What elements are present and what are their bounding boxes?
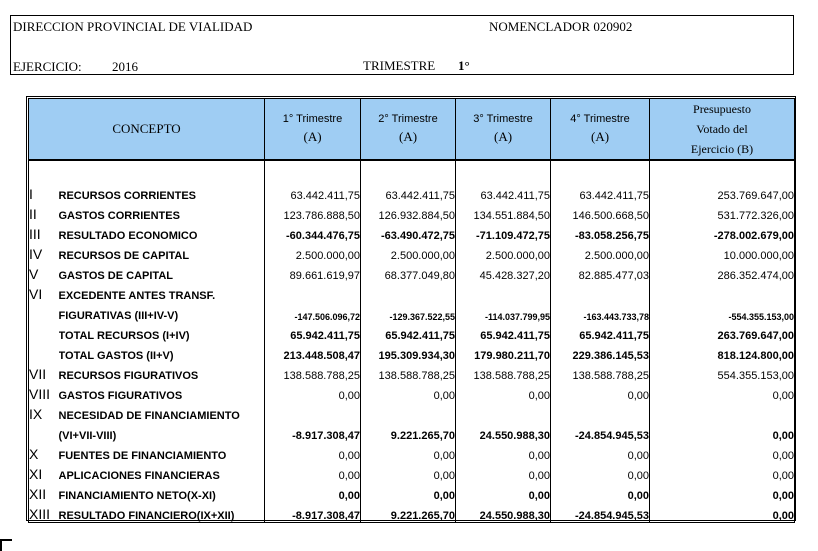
- spacer-cell: [29, 160, 59, 182]
- row-concept-label: EXCEDENTE ANTES TRANSF.: [59, 282, 265, 302]
- row-concept-label: RECURSOS DE CAPITAL: [59, 242, 265, 262]
- row-value-trimestre-4: 65.942.411,75: [551, 322, 650, 342]
- row-roman-numeral: IX: [29, 402, 59, 422]
- row-value-trimestre-1: 63.442.411,75: [265, 182, 361, 202]
- row-concept-label: RESULTADO ECONOMICO: [59, 222, 265, 242]
- table-row: [29, 322, 795, 342]
- spacer-cell: [650, 160, 795, 182]
- row-value-trimestre-4: 146.500.668,50: [551, 202, 650, 222]
- table-row: [29, 362, 795, 382]
- row-value-trimestre-3: 24.550.988,30: [456, 422, 551, 442]
- col-trimestre-2: [361, 99, 456, 161]
- row-value-presupuesto: 0,00: [650, 482, 795, 502]
- row-value-trimestre-1: [265, 282, 361, 302]
- row-value-trimestre-1: 0,00: [265, 462, 361, 482]
- table-row: [29, 482, 795, 502]
- row-roman-numeral: [29, 322, 59, 342]
- row-roman-numeral: IV: [29, 242, 59, 262]
- row-value-presupuesto: [650, 402, 795, 422]
- row-value-presupuesto: -278.002.679,00: [650, 222, 795, 242]
- row-value-trimestre-4: 138.588.788,25: [551, 362, 650, 382]
- row-value-trimestre-2: -129.367.522,55: [361, 302, 456, 322]
- col-presupuesto: [650, 99, 795, 161]
- table-row: [29, 422, 795, 442]
- row-value-trimestre-4: 2.500.000,00: [551, 242, 650, 262]
- row-value-trimestre-4: 229.386.145,53: [551, 342, 650, 362]
- row-value-trimestre-1: [265, 402, 361, 422]
- row-roman-numeral: II: [29, 202, 59, 222]
- row-value-trimestre-4: 63.442.411,75: [551, 182, 650, 202]
- table-row: [29, 462, 795, 482]
- col-concepto: CONCEPTO: [29, 99, 265, 161]
- row-value-trimestre-3: 0,00: [456, 442, 551, 462]
- col-trimestre-1-unit: (A): [303, 129, 322, 144]
- row-value-presupuesto: -554.355.153,00: [650, 302, 795, 322]
- table-row: [29, 242, 795, 262]
- col-presupuesto-line-2: Votado del: [696, 122, 748, 136]
- nomenclador-code: NOMENCLADOR 020902: [489, 19, 633, 34]
- spacer-cell: [265, 160, 361, 182]
- row-value-trimestre-4: 0,00: [551, 382, 650, 402]
- row-value-trimestre-1: -147.506.096,72: [265, 302, 361, 322]
- table-row: [29, 182, 795, 202]
- row-concept-label: GASTOS CORRIENTES: [59, 202, 265, 222]
- row-concept-label: RESULTADO FINANCIERO(IX+XII): [59, 502, 265, 522]
- row-concept-label: GASTOS FIGURATIVOS: [59, 382, 265, 402]
- row-value-trimestre-2: [361, 402, 456, 422]
- row-concept-label: RECURSOS CORRIENTES: [59, 182, 265, 202]
- row-value-trimestre-1: 123.786.888,50: [265, 202, 361, 222]
- row-value-trimestre-2: 65.942.411,75: [361, 322, 456, 342]
- row-value-trimestre-1: -8.917.308,47: [265, 422, 361, 442]
- row-value-trimestre-4: -83.058.256,75: [551, 222, 650, 242]
- row-value-trimestre-1: 0,00: [265, 442, 361, 462]
- row-roman-numeral: V: [29, 262, 59, 282]
- table-spacer-row: [29, 160, 795, 182]
- spacer-cell: [551, 160, 650, 182]
- table-row: [29, 382, 795, 402]
- row-value-trimestre-1: 2.500.000,00: [265, 242, 361, 262]
- col-trimestre-1-label: 1° Trimestre: [282, 113, 343, 125]
- row-value-presupuesto: 554.355.153,00: [650, 362, 795, 382]
- row-value-presupuesto: 0,00: [650, 422, 795, 442]
- row-value-trimestre-2: 9.221.265,70: [361, 502, 456, 522]
- row-value-trimestre-4: 82.885.477,03: [551, 262, 650, 282]
- row-value-trimestre-3: -71.109.472,75: [456, 222, 551, 242]
- row-concept-label: FINANCIAMIENTO NETO(X-XI): [59, 482, 265, 502]
- row-value-presupuesto: 818.124.800,00: [650, 342, 795, 362]
- row-value-trimestre-3: 179.980.211,70: [456, 342, 551, 362]
- row-roman-numeral: III: [29, 222, 59, 242]
- table-row: [29, 302, 795, 322]
- row-value-trimestre-1: -8.917.308,47: [265, 502, 361, 522]
- col-trimestre-2-unit: (A): [398, 129, 418, 144]
- row-value-trimestre-2: 9.221.265,70: [361, 422, 456, 442]
- table-row: [29, 222, 795, 242]
- ejercicio-label: EJERCICIO:: [13, 59, 82, 74]
- table-row: [29, 442, 795, 462]
- table-row: [29, 502, 795, 522]
- row-value-trimestre-1: 213.448.508,47: [265, 342, 361, 362]
- col-trimestre-3-label: 3° Trimestre: [473, 113, 533, 125]
- row-value-trimestre-2: 63.442.411,75: [361, 182, 456, 202]
- row-value-trimestre-2: 2.500.000,00: [361, 242, 456, 262]
- row-value-trimestre-2: 195.309.934,30: [361, 342, 456, 362]
- row-roman-numeral: VII: [29, 362, 59, 382]
- row-value-trimestre-3: -114.037.799,95: [456, 302, 551, 322]
- row-concept-label: APLICACIONES FINANCIERAS: [59, 462, 265, 482]
- row-value-presupuesto: 531.772.326,00: [650, 202, 795, 222]
- report-header: [10, 15, 794, 75]
- ejercicio-value: 2016: [112, 59, 138, 74]
- row-value-trimestre-1: -60.344.476,75: [265, 222, 361, 242]
- col-trimestre-2-label: 2° Trimestre: [378, 113, 438, 125]
- row-value-trimestre-3: 0,00: [456, 382, 551, 402]
- row-value-trimestre-2: 138.588.788,25: [361, 362, 456, 382]
- row-value-trimestre-3: 63.442.411,75: [456, 182, 551, 202]
- row-value-presupuesto: 0,00: [650, 382, 795, 402]
- row-concept-label: NECESIDAD DE FINANCIAMIENTO: [59, 402, 265, 422]
- row-value-presupuesto: 263.769.647,00: [650, 322, 795, 342]
- budget-table: [28, 98, 795, 523]
- row-value-trimestre-3: 138.588.788,25: [456, 362, 551, 382]
- row-roman-numeral: XII: [29, 482, 59, 502]
- row-roman-numeral: XI: [29, 462, 59, 482]
- row-value-trimestre-3: 24.550.988,30: [456, 502, 551, 522]
- row-value-trimestre-2: -63.490.472,75: [361, 222, 456, 242]
- row-value-trimestre-1: 138.588.788,25: [265, 362, 361, 382]
- organismo-title: DIRECCION PROVINCIAL DE VIALIDAD: [13, 19, 253, 34]
- row-concept-label: RECURSOS FIGURATIVOS: [59, 362, 265, 382]
- spacer-cell: [361, 160, 456, 182]
- row-roman-numeral: VI: [29, 282, 59, 302]
- corner-mark: [0, 539, 12, 551]
- table-row: [29, 402, 795, 422]
- row-value-trimestre-1: 0,00: [265, 482, 361, 502]
- row-value-trimestre-2: 0,00: [361, 442, 456, 462]
- row-value-trimestre-1: 89.661.619,97: [265, 262, 361, 282]
- row-value-trimestre-2: 0,00: [361, 462, 456, 482]
- row-roman-numeral: I: [29, 182, 59, 202]
- col-trimestre-3: [456, 99, 551, 161]
- row-value-trimestre-3: 134.551.884,50: [456, 202, 551, 222]
- col-presupuesto-line-3: Ejercicio (B): [690, 142, 754, 156]
- row-value-trimestre-2: [361, 282, 456, 302]
- row-value-trimestre-4: 0,00: [551, 442, 650, 462]
- spacer-cell: [59, 160, 265, 182]
- row-concept-label: FUENTES DE FINANCIAMIENTO: [59, 442, 265, 462]
- table-header-row: [29, 99, 795, 161]
- row-value-trimestre-1: 0,00: [265, 382, 361, 402]
- row-value-presupuesto: 0,00: [650, 502, 795, 522]
- table-row: [29, 202, 795, 222]
- row-roman-numeral: VIII: [29, 382, 59, 402]
- col-trimestre-3-unit: (A): [493, 129, 513, 144]
- row-value-trimestre-3: 45.428.327,20: [456, 262, 551, 282]
- row-value-trimestre-3: 65.942.411,75: [456, 322, 551, 342]
- row-roman-numeral: X: [29, 442, 59, 462]
- row-value-trimestre-4: -163.443.733,78: [551, 302, 650, 322]
- trimestre-label: TRIMESTRE: [363, 58, 436, 73]
- row-roman-numeral: [29, 302, 59, 322]
- row-value-trimestre-4: [551, 402, 650, 422]
- row-value-trimestre-4: -24.854.945,53: [551, 422, 650, 442]
- col-trimestre-4: [551, 99, 650, 161]
- table-row: [29, 262, 795, 282]
- col-trimestre-4-unit: (A): [590, 129, 610, 144]
- row-value-trimestre-3: [456, 282, 551, 302]
- row-concept-label: TOTAL GASTOS (II+V): [59, 342, 265, 362]
- row-value-trimestre-1: 65.942.411,75: [265, 322, 361, 342]
- row-value-presupuesto: 10.000.000,00: [650, 242, 795, 262]
- table-row: [29, 282, 795, 302]
- table-row: [29, 342, 795, 362]
- row-value-trimestre-2: 0,00: [361, 382, 456, 402]
- row-value-trimestre-3: 0,00: [456, 462, 551, 482]
- row-roman-numeral: XIII: [29, 502, 59, 522]
- row-concept-label: (VI+VII-VIII): [59, 422, 265, 442]
- row-value-trimestre-4: [551, 282, 650, 302]
- row-concept-label: GASTOS DE CAPITAL: [59, 262, 265, 282]
- row-value-trimestre-4: 0,00: [551, 462, 650, 482]
- row-roman-numeral: [29, 422, 59, 442]
- row-value-presupuesto: [650, 282, 795, 302]
- row-value-trimestre-4: 0,00: [551, 482, 650, 502]
- row-value-trimestre-3: [456, 402, 551, 422]
- row-value-trimestre-3: 2.500.000,00: [456, 242, 551, 262]
- col-trimestre-4-label: 4° Trimestre: [570, 113, 630, 125]
- row-value-trimestre-3: 0,00: [456, 482, 551, 502]
- trimestre-value: 1°: [458, 58, 470, 73]
- row-concept-label: TOTAL RECURSOS (I+IV): [59, 322, 265, 342]
- row-value-presupuesto: 0,00: [650, 442, 795, 462]
- row-value-trimestre-4: -24.854.945,53: [551, 502, 650, 522]
- row-value-presupuesto: 286.352.474,00: [650, 262, 795, 282]
- row-value-presupuesto: 0,00: [650, 462, 795, 482]
- col-presupuesto-line-1: Presupuesto: [693, 102, 752, 116]
- row-roman-numeral: [29, 342, 59, 362]
- spacer-cell: [456, 160, 551, 182]
- row-value-trimestre-2: 0,00: [361, 482, 456, 502]
- col-trimestre-1: [265, 99, 361, 161]
- row-value-trimestre-2: 68.377.049,80: [361, 262, 456, 282]
- row-value-trimestre-2: 126.932.884,50: [361, 202, 456, 222]
- row-concept-label: FIGURATIVAS (III+IV-V): [59, 302, 265, 322]
- row-value-presupuesto: 253.769.647,00: [650, 182, 795, 202]
